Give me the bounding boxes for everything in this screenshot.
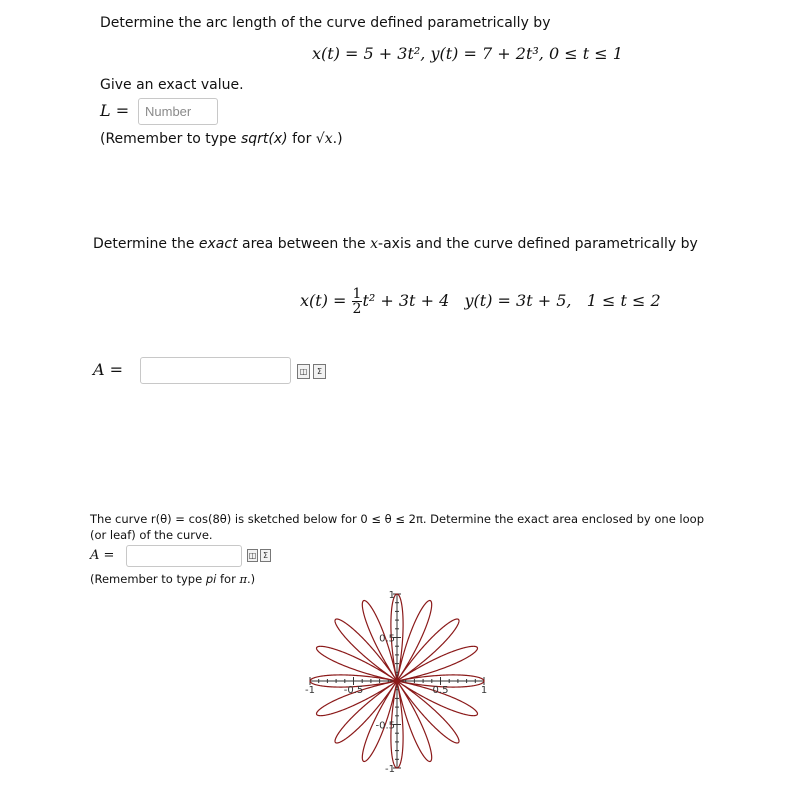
preview-icon[interactable]: ◫ [297, 364, 310, 379]
q3-prompt-line2: (or leaf) of the curve. [90, 528, 213, 542]
q1-remember-prefix: (Remember to type [100, 131, 241, 147]
q2-prompt [93, 236, 698, 252]
y-tick-label: -1 [385, 764, 395, 775]
q1-answer-label: L = [100, 101, 130, 120]
polar-rose-graph [300, 588, 500, 782]
y-tick-label: 1 [388, 590, 395, 601]
q3-remember [90, 572, 255, 586]
q1-equation: x(t) = 5 + 3t², y(t) = 7 + 2t³, 0 ≤ t ≤ 1 [312, 44, 623, 63]
q1-give-exact: Give an exact value. [100, 77, 244, 93]
q1-remember-mid: for [287, 131, 316, 147]
area-input[interactable] [140, 357, 291, 384]
q1-remember-sym: √x [315, 131, 333, 147]
q3-prompt-line1: The curve r(θ) = cos(8θ) is sketched below for 0 ≤ θ ≤ 2π. Determine the exact area enclosed by one loop [90, 512, 704, 526]
q1-remember-code: sqrt(x) [241, 131, 288, 147]
q2-prompt-c: -axis and the curve defined parametrically by [378, 236, 698, 252]
q2-eq-fraction [352, 287, 363, 316]
q3-answer-label: A = [90, 548, 115, 563]
q2-prompt-x: x [370, 236, 379, 252]
preview-icon[interactable]: ◫ [248, 551, 257, 560]
y-tick-label: -0.5 [375, 720, 395, 732]
q2-prompt-exact: exact [198, 236, 238, 252]
q2-eq-x-lhs: x(t) = [300, 291, 347, 310]
q1-remember [100, 131, 343, 147]
q3-remember-suffix: .) [247, 572, 256, 586]
q2-frac-den: 2 [352, 301, 362, 317]
q3-remember-code: pi [205, 572, 217, 586]
q3-prompt [90, 511, 710, 543]
q2-answer-label: A = [93, 360, 124, 379]
leaf-area-input[interactable] [126, 545, 242, 567]
arc-length-input[interactable] [138, 98, 218, 125]
equation-editor-icon[interactable]: Σ [313, 364, 326, 379]
x-tick-label: -1 [305, 685, 315, 696]
x-tick-label: 0.5 [432, 685, 449, 696]
q1-prompt: Determine the arc length of the curve defined parametrically by [100, 15, 551, 31]
q3-remember-mid: for [216, 572, 240, 586]
y-tick-label: 0.5 [379, 633, 395, 645]
equation-editor-icon[interactable]: Σ [260, 549, 271, 562]
q2-eq-range: 1 ≤ t ≤ 2 [586, 291, 661, 310]
q2-prompt-a: Determine the [93, 236, 199, 252]
q2-equation [300, 287, 661, 316]
q3-remember-sym: π [239, 572, 248, 586]
x-tick-label: 1 [480, 685, 488, 696]
q2-prompt-b: area between the [237, 236, 371, 252]
x-tick-label: -0.5 [343, 685, 364, 696]
q2-frac-num: 1 [352, 286, 362, 302]
q2-eq-y: y(t) = 3t + 5, [464, 291, 572, 310]
q2-eq-x-rest: t² + 3t + 4 [362, 291, 450, 310]
q3-remember-prefix: (Remember to type [90, 572, 206, 586]
q1-remember-suffix: .) [332, 131, 343, 147]
